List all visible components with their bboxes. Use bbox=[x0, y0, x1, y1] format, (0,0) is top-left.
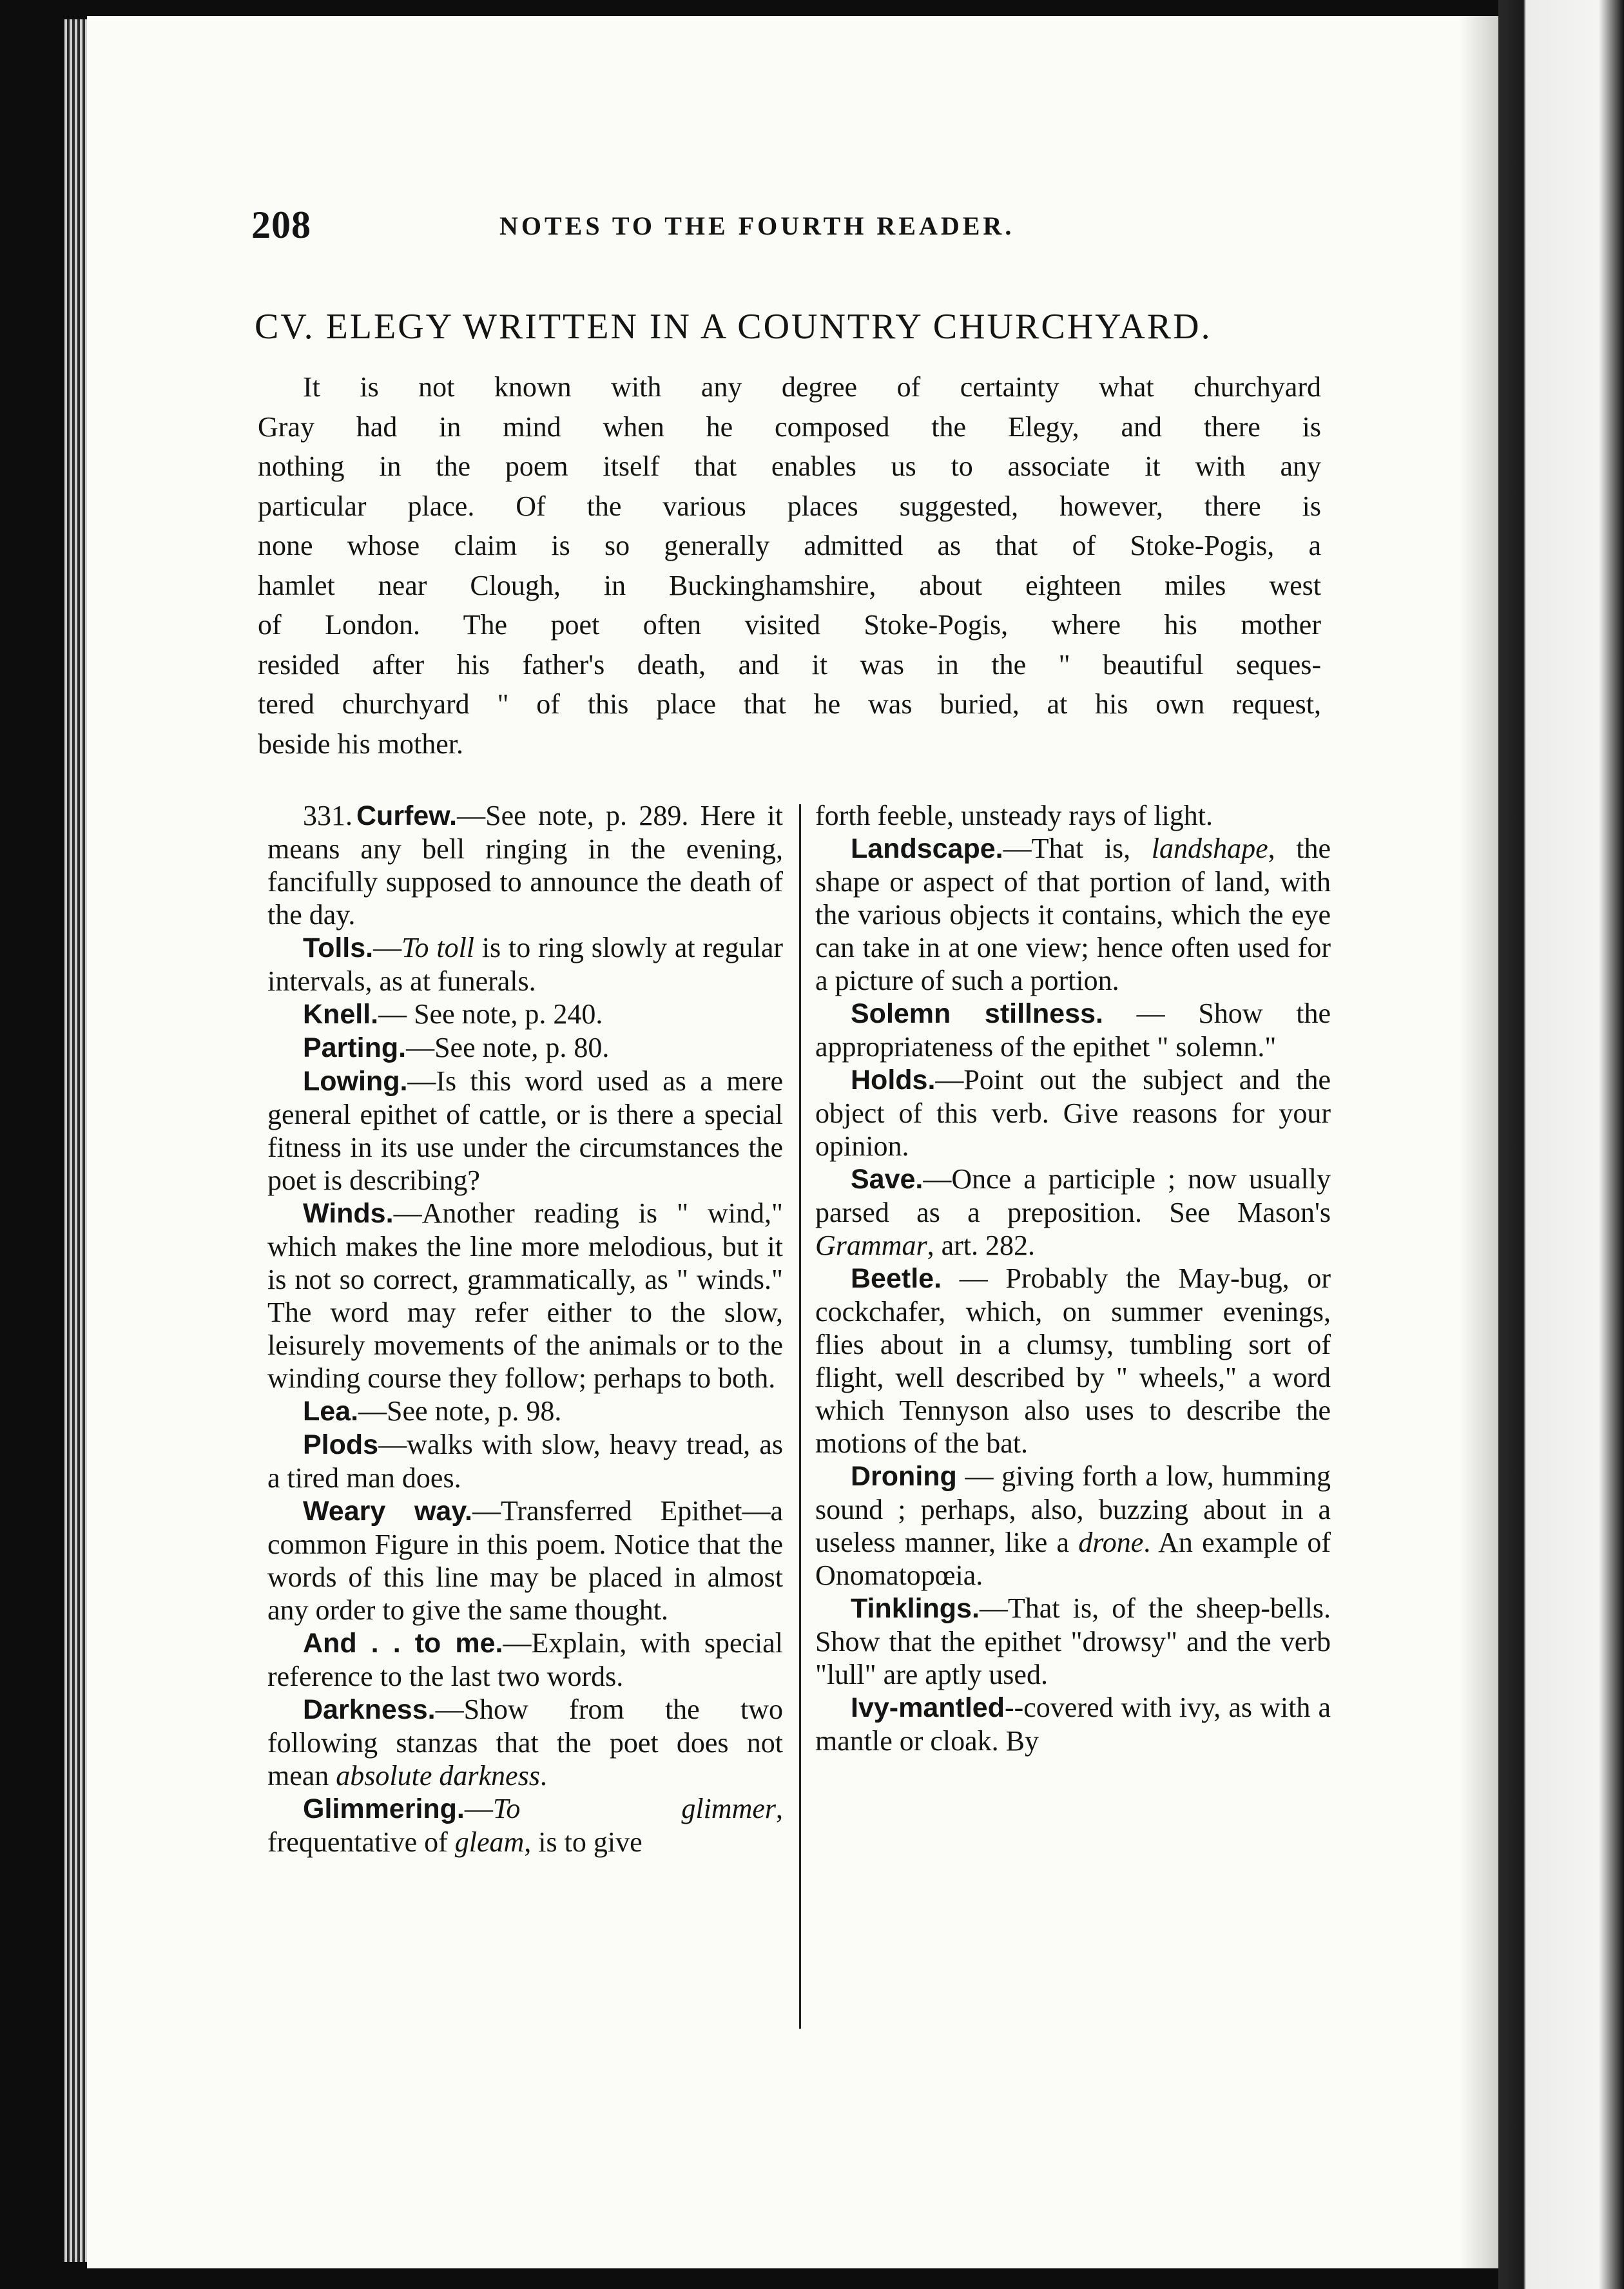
note-text: , the shape or aspect of that portion of land, with the various objects it contains, which the eye can take in at one view; hence often used for a picture of such a portion. bbox=[815, 833, 1331, 996]
note-lemma: Curfew. bbox=[356, 800, 458, 831]
note-solemn-stillness bbox=[815, 997, 1331, 1063]
note-lemma: Beetle. bbox=[851, 1263, 942, 1294]
note-text: is to ring slowly at regular intervals, as at funerals. bbox=[267, 932, 784, 997]
note-lea bbox=[267, 1395, 783, 1428]
note-text: — giving forth a low, humming sound ; perhaps, also, buzzing about in a useless manner, like a bbox=[815, 1460, 1331, 1558]
note-droning bbox=[815, 1460, 1331, 1592]
intro-line: none whose claim is so generally admitted as that of Stoke-Pogis, a bbox=[258, 530, 1321, 561]
intro-line: It is not known with any degree of certainty what churchyard bbox=[303, 371, 1321, 403]
note-text: —walks with slow, heavy tread, as a tired man does. bbox=[267, 1429, 783, 1494]
note-text: —See note, p. 80. bbox=[406, 1032, 610, 1063]
note-italic: gleam bbox=[454, 1826, 525, 1858]
running-head: NOTES TO THE FOURTH READER. bbox=[499, 211, 1015, 240]
note-text: — Show the appropriateness of the epithet " solemn." bbox=[815, 998, 1331, 1063]
note-text: , is to give bbox=[524, 1826, 643, 1858]
note-weary-way bbox=[267, 1494, 783, 1627]
note-tinklings bbox=[815, 1592, 1331, 1691]
note-curfew bbox=[267, 799, 783, 931]
column-divider bbox=[799, 804, 801, 2029]
notes-right-column bbox=[815, 799, 1331, 1757]
binding-shadow bbox=[1460, 16, 1498, 2268]
note-lemma: Darkness. bbox=[303, 1694, 436, 1725]
intro-line: tered churchyard " of this place that he was buried, at his own request, bbox=[258, 688, 1321, 720]
note-winds bbox=[267, 1197, 783, 1395]
page-edges bbox=[64, 19, 87, 2262]
note-lemma: Droning bbox=[851, 1461, 957, 1492]
note-text: --covered with ivy, as with a mantle or cloak. By bbox=[815, 1692, 1331, 1757]
note-glimmering bbox=[267, 1792, 783, 1859]
note-lemma: Ivy-mantled bbox=[851, 1692, 1005, 1723]
note-lemma: Knell. bbox=[303, 999, 379, 1030]
note-lemma: Weary way. bbox=[303, 1496, 472, 1527]
note-lemma: Tinklings. bbox=[851, 1593, 980, 1624]
intro-line: Gray had in mind when he composed the Elegy, and there is bbox=[258, 410, 1321, 443]
note-lemma: Save. bbox=[851, 1164, 923, 1195]
note-text: , frequentative of bbox=[267, 1793, 783, 1858]
note-text: . bbox=[539, 1760, 547, 1792]
page-header bbox=[251, 203, 1347, 248]
facing-page-edge bbox=[1498, 0, 1624, 2289]
note-lemma: Winds. bbox=[303, 1198, 394, 1229]
note-italic: landshape bbox=[1151, 833, 1268, 864]
note-italic: To glimmer bbox=[492, 1793, 776, 1824]
intro-line: of London. The poet often visited Stoke-Pogis, where his mother bbox=[258, 609, 1321, 641]
note-holds bbox=[815, 1063, 1331, 1163]
note-continuation: forth feeble, unsteady rays of light. bbox=[815, 800, 1213, 831]
notes-left-column bbox=[267, 799, 783, 1859]
note-tolls bbox=[267, 931, 783, 998]
note-text: — See note, p. 240. bbox=[378, 998, 603, 1030]
note-lemma: Tolls. bbox=[303, 932, 374, 963]
note-italic: Grammar bbox=[815, 1230, 927, 1261]
intro-paragraph bbox=[258, 367, 1321, 764]
note-italic: drone bbox=[1078, 1527, 1144, 1558]
note-text: — bbox=[373, 932, 402, 963]
note-text: —Point out the subject and the object of this verb. Give reasons for your opinion. bbox=[815, 1064, 1331, 1162]
note-lemma: Glimmering. bbox=[303, 1793, 465, 1824]
note-text: —Another reading is " wind," which makes the line more melodious, but it is not so correct, grammatically, as " winds." The word may refer either to the slow, leisurely movements of the animals or to the winding course they follow; perhaps to both. bbox=[267, 1197, 783, 1394]
intro-line: nothing in the poem itself that enables us to associate it with any bbox=[258, 450, 1321, 482]
note-lemma: And . . to me. bbox=[303, 1628, 503, 1659]
note-plods bbox=[267, 1428, 783, 1494]
note-lemma: Lea. bbox=[303, 1396, 359, 1427]
intro-line: particular place. Of the various places suggested, however, there is bbox=[258, 490, 1321, 522]
note-lemma: Lowing. bbox=[303, 1066, 408, 1097]
note-text: —That is, of the sheep-bells. Show that the epithet "drowsy" and the verb "lull" are aptly used. bbox=[815, 1592, 1331, 1690]
note-text: —Transferred Epithet—a common Figure in this poem. Notice that the words of this line may be placed in almost any order to give the same thought. bbox=[267, 1495, 783, 1626]
note-lowing bbox=[267, 1065, 783, 1197]
note-italic: absolute darkness bbox=[336, 1760, 540, 1792]
note-and-to-me bbox=[267, 1627, 783, 1693]
note-text: —See note, p. 289. Here it means any bell ringing in the evening, fancifully supposed to announce the death of the day. bbox=[267, 800, 783, 931]
note-text: —Once a participle ; now usually parsed as a preposition. See Mason's bbox=[815, 1163, 1331, 1228]
note-landscape bbox=[815, 832, 1331, 997]
note-italic: To toll bbox=[401, 932, 475, 963]
note-text: —Is this word used as a mere general epithet of cattle, or is there a special fitness in its use under the circumstances the poet is describing? bbox=[267, 1065, 783, 1196]
note-text: —Explain, with special reference to the last two words. bbox=[267, 1627, 783, 1692]
note-number: 331. bbox=[303, 800, 353, 831]
note-save bbox=[815, 1163, 1331, 1262]
note-text: — bbox=[464, 1793, 493, 1824]
intro-line: resided after his father's death, and it was in the " beautiful seques- bbox=[258, 648, 1321, 681]
note-text: —Show from the two following stanzas that the poet does not mean bbox=[267, 1694, 783, 1792]
note-text: —That is, bbox=[1003, 833, 1152, 864]
note-lemma: Solemn stillness. bbox=[851, 998, 1103, 1029]
note-ivy-mantled bbox=[815, 1691, 1331, 1757]
note-lemma: Holds. bbox=[851, 1065, 936, 1096]
note-darkness bbox=[267, 1693, 783, 1792]
intro-line: hamlet near Clough, in Buckinghamshire, about eighteen miles west bbox=[258, 569, 1321, 601]
note-lemma: Parting. bbox=[303, 1032, 407, 1063]
note-text: , art. 282. bbox=[927, 1230, 1035, 1261]
note-parting bbox=[267, 1031, 783, 1065]
note-text: . An example of Onomatopœia. bbox=[815, 1527, 1331, 1591]
intro-line: beside his mother. bbox=[258, 728, 463, 760]
note-text: — Probably the May-bug, or cockchafer, which, on summer evenings, flies about in a clumsy, tumbling sort of flight, well described by " wheels," a word which Tennyson also uses to describe the motions of the bat. bbox=[815, 1262, 1331, 1459]
note-lemma: Plods bbox=[303, 1429, 379, 1460]
page-number: 208 bbox=[251, 204, 311, 246]
note-beetle bbox=[815, 1262, 1331, 1460]
note-lemma: Landscape. bbox=[851, 833, 1003, 864]
chapter-title: CV. ELEGY WRITTEN IN A COUNTRY CHURCHYARD. bbox=[255, 307, 1212, 347]
note-text: —See note, p. 98. bbox=[358, 1395, 562, 1427]
note-knell bbox=[267, 998, 783, 1031]
